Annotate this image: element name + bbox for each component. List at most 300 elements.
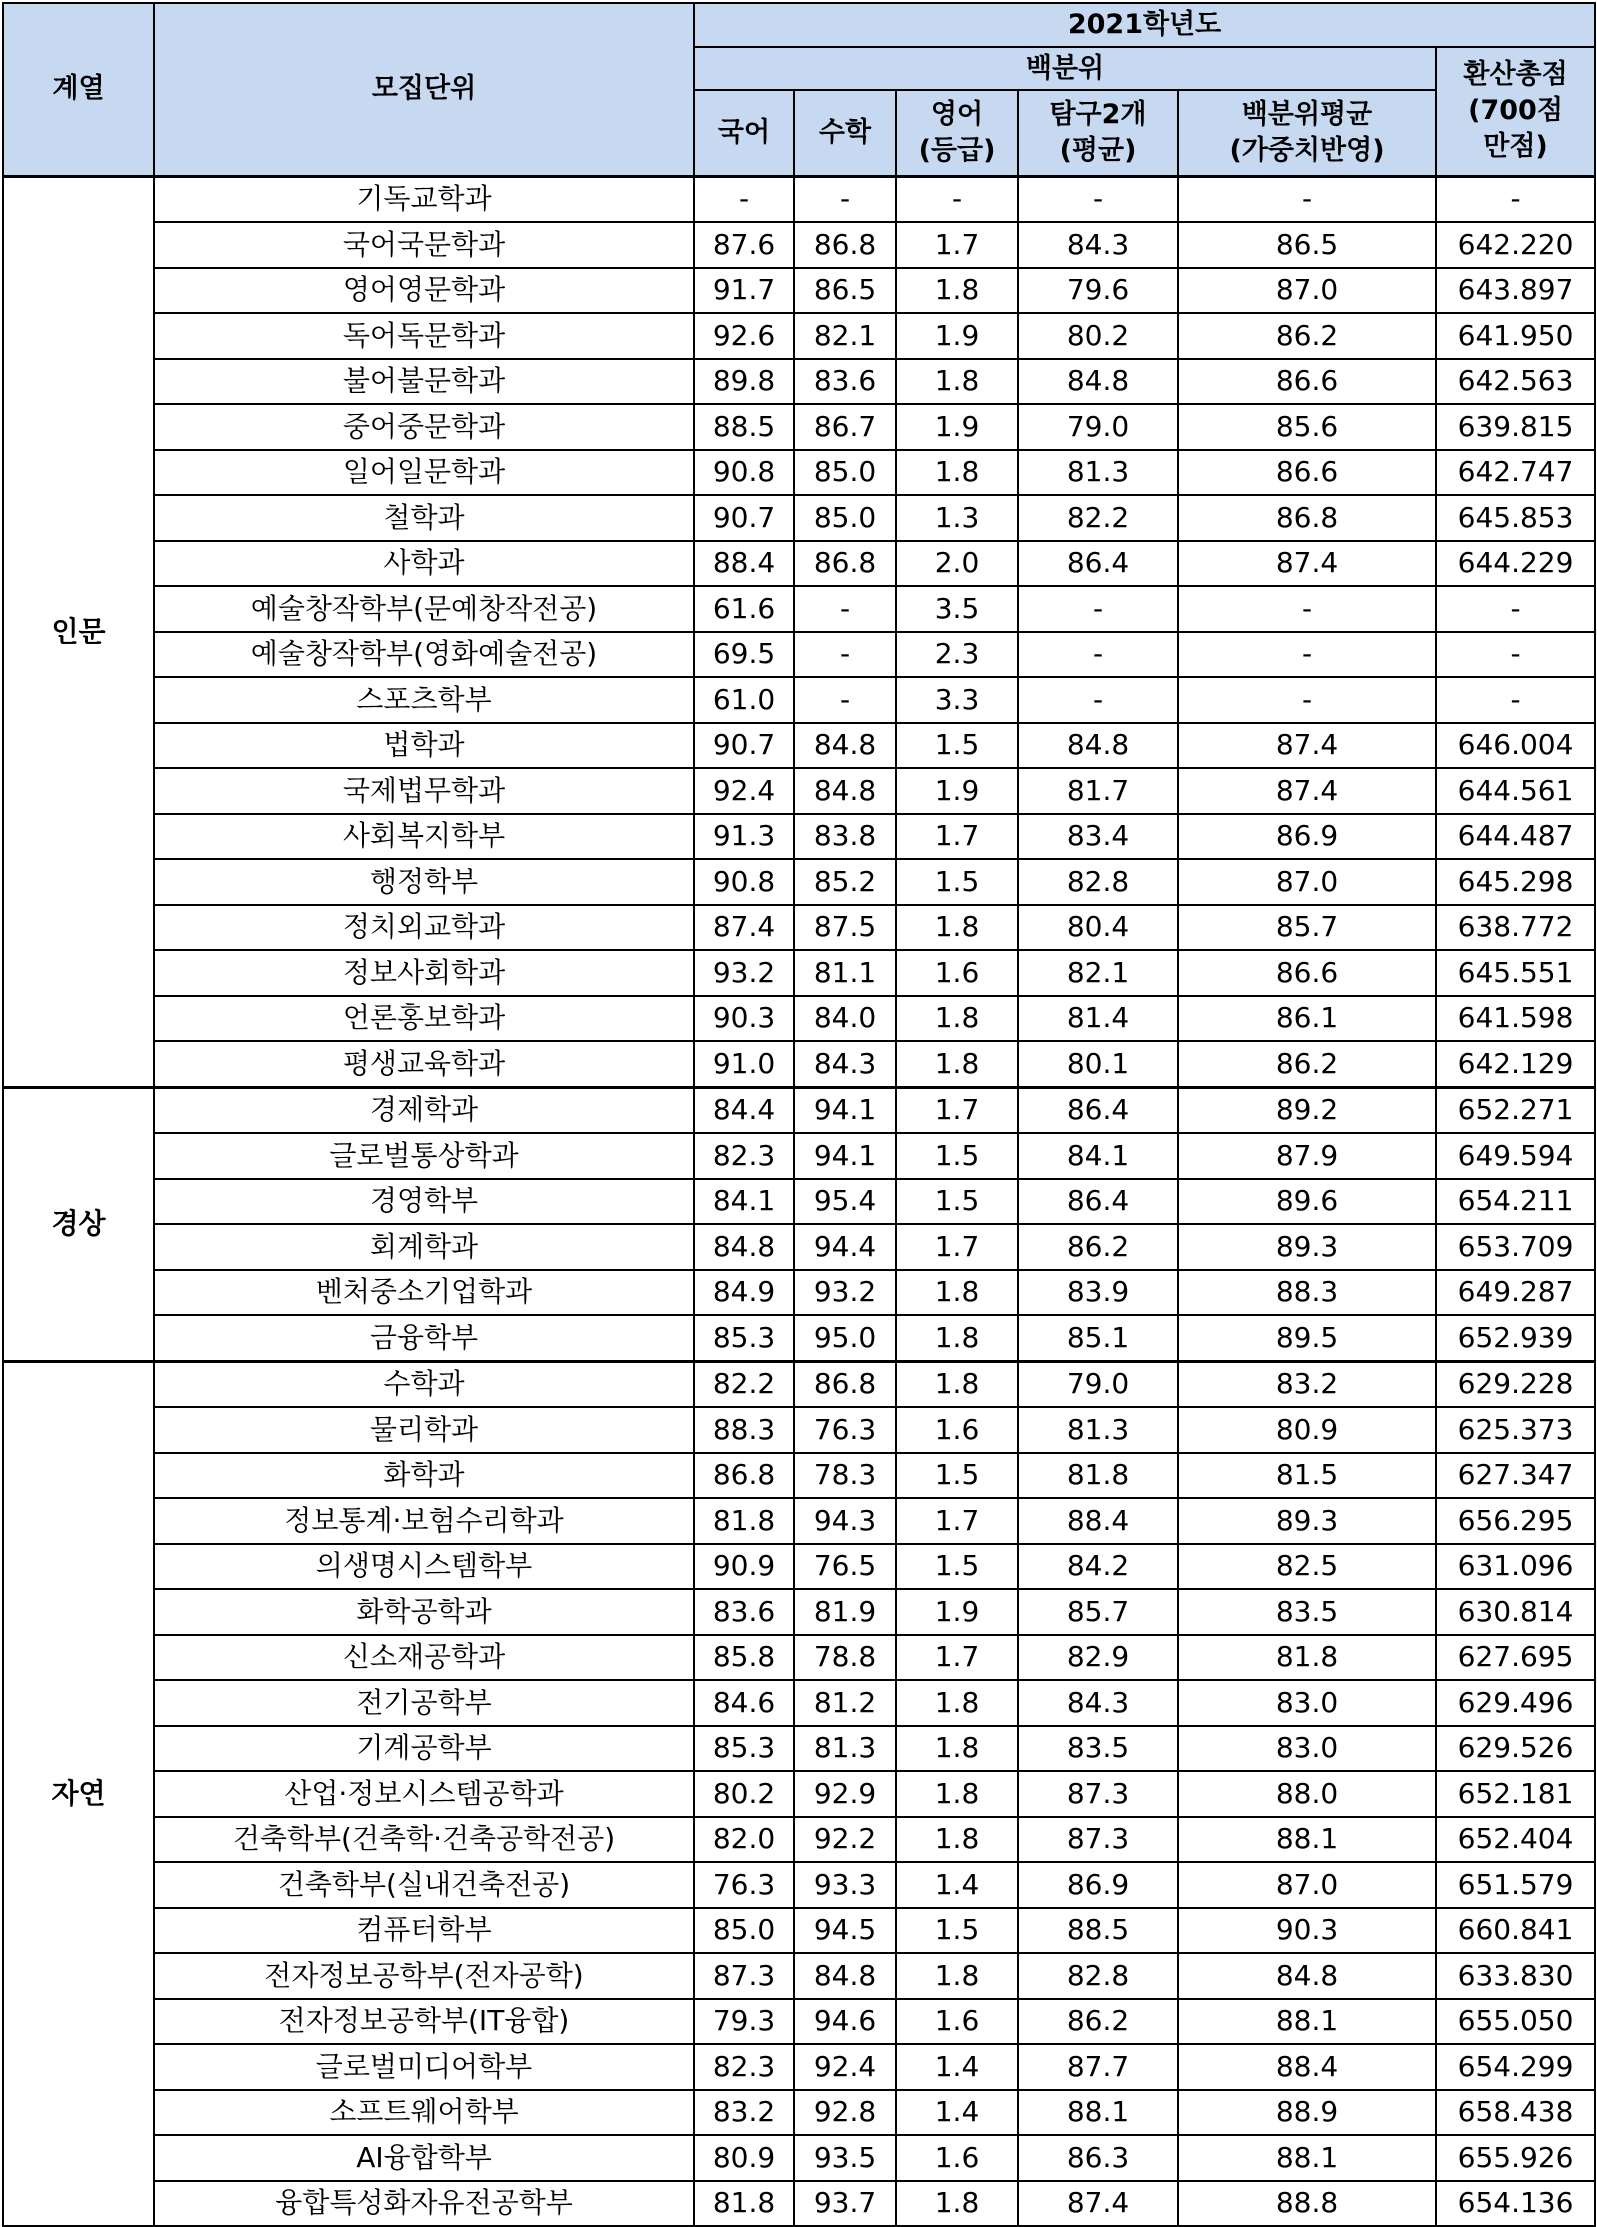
cell-math: 92.4	[794, 2044, 896, 2090]
cell-unit: 사학과	[154, 541, 694, 587]
cell-kor: 92.6	[694, 313, 794, 359]
table-row	[3, 404, 1595, 450]
cell-total: 649.287	[1436, 1270, 1595, 1316]
cell-total: 627.347	[1436, 1453, 1595, 1499]
cell-avg: 83.2	[1178, 1361, 1436, 1407]
cell-inq: 80.2	[1018, 313, 1178, 359]
cell-total: 642.129	[1436, 1041, 1595, 1087]
cell-eng: 1.5	[896, 1544, 1018, 1590]
table-row	[3, 1908, 1595, 1954]
cell-avg: 88.9	[1178, 2090, 1436, 2136]
table-row	[3, 313, 1595, 359]
header-avg-line2: (가중치반영)	[1229, 134, 1385, 166]
cell-eng: 1.6	[896, 2135, 1018, 2181]
cell-unit: 기계공학부	[154, 1726, 694, 1772]
cell-math: 82.1	[794, 313, 896, 359]
cell-total: 644.561	[1436, 768, 1595, 814]
cell-inq: 88.4	[1018, 1498, 1178, 1544]
cell-eng: 1.5	[896, 1179, 1018, 1225]
cell-total: 653.709	[1436, 1224, 1595, 1270]
cell-eng: -	[896, 176, 1018, 222]
cell-avg: 81.8	[1178, 1635, 1436, 1681]
table-row	[3, 1498, 1595, 1544]
cell-inq: 86.4	[1018, 1179, 1178, 1225]
cell-math: 85.2	[794, 859, 896, 905]
cell-avg: 86.6	[1178, 359, 1436, 405]
table-body	[3, 176, 1595, 2226]
cell-math: 94.1	[794, 1087, 896, 1133]
cell-eng: 1.7	[896, 814, 1018, 860]
cell-math: 81.3	[794, 1726, 896, 1772]
cell-total: 644.487	[1436, 814, 1595, 860]
cell-kor: 82.3	[694, 1133, 794, 1179]
cell-avg: 87.0	[1178, 1862, 1436, 1908]
cell-unit: 컴퓨터학부	[154, 1908, 694, 1954]
cell-total: 643.897	[1436, 268, 1595, 314]
cell-math: 84.8	[794, 768, 896, 814]
cell-inq: 83.9	[1018, 1270, 1178, 1316]
cell-unit: 영어영문학과	[154, 268, 694, 314]
cell-eng: 1.8	[896, 1041, 1018, 1087]
cell-kor: 85.3	[694, 1315, 794, 1361]
table-row	[3, 1817, 1595, 1863]
cell-kor: 90.9	[694, 1544, 794, 1590]
cell-kor: 87.3	[694, 1953, 794, 1999]
cell-kor: 83.2	[694, 2090, 794, 2136]
cell-inq: 80.1	[1018, 1041, 1178, 1087]
cell-kor: 87.4	[694, 905, 794, 951]
cell-inq: -	[1018, 586, 1178, 632]
cell-unit: 정보사회학과	[154, 950, 694, 996]
cell-unit: 스포츠학부	[154, 677, 694, 723]
table-row	[3, 1407, 1595, 1453]
header-math: 수학	[794, 90, 896, 176]
cell-inq: 86.4	[1018, 541, 1178, 587]
cell-unit: 경제학과	[154, 1087, 694, 1133]
cell-total: -	[1436, 632, 1595, 678]
table-row	[3, 1862, 1595, 1908]
cell-eng: 1.8	[896, 1726, 1018, 1772]
cell-unit: 물리학과	[154, 1407, 694, 1453]
cell-unit: 글로벌통상학과	[154, 1133, 694, 1179]
cell-math: 95.4	[794, 1179, 896, 1225]
cell-total: 642.220	[1436, 222, 1595, 268]
cell-kor: 84.1	[694, 1179, 794, 1225]
cell-total: 627.695	[1436, 1635, 1595, 1681]
cell-avg: 88.1	[1178, 1817, 1436, 1863]
cell-avg: 86.2	[1178, 313, 1436, 359]
table-row	[3, 1999, 1595, 2045]
cell-total: 652.181	[1436, 1771, 1595, 1817]
cell-math: 76.3	[794, 1407, 896, 1453]
cell-avg: -	[1178, 632, 1436, 678]
cell-kor: -	[694, 176, 794, 222]
cell-eng: 1.7	[896, 222, 1018, 268]
cell-inq: 87.3	[1018, 1771, 1178, 1817]
cell-unit: 화학공학과	[154, 1589, 694, 1635]
cell-avg: 84.8	[1178, 1953, 1436, 1999]
cell-total: 646.004	[1436, 723, 1595, 769]
cell-eng: 2.3	[896, 632, 1018, 678]
table-row	[3, 768, 1595, 814]
cell-inq: 86.9	[1018, 1862, 1178, 1908]
cell-eng: 1.7	[896, 1635, 1018, 1681]
cell-avg: 86.6	[1178, 450, 1436, 496]
header-total	[1436, 47, 1595, 176]
table-row	[3, 1361, 1595, 1407]
table-row	[3, 950, 1595, 996]
header-kor: 국어	[694, 90, 794, 176]
cell-kor: 61.6	[694, 586, 794, 632]
cell-unit: 독어독문학과	[154, 313, 694, 359]
cell-unit: 사회복지학부	[154, 814, 694, 860]
table-row	[3, 1589, 1595, 1635]
cell-inq: 86.4	[1018, 1087, 1178, 1133]
cell-eng: 1.6	[896, 950, 1018, 996]
cell-math: 95.0	[794, 1315, 896, 1361]
cell-inq: 82.1	[1018, 950, 1178, 996]
cell-kor: 80.2	[694, 1771, 794, 1817]
cell-math: 78.3	[794, 1453, 896, 1499]
cell-total: 629.526	[1436, 1726, 1595, 1772]
cell-avg: 86.1	[1178, 996, 1436, 1042]
cell-avg: 89.2	[1178, 1087, 1436, 1133]
cell-kor: 79.3	[694, 1999, 794, 2045]
cell-eng: 1.8	[896, 450, 1018, 496]
cell-kor: 93.2	[694, 950, 794, 996]
cell-math: 81.1	[794, 950, 896, 996]
cell-unit: 법학과	[154, 723, 694, 769]
cell-kor: 90.8	[694, 450, 794, 496]
cell-eng: 1.4	[896, 2090, 1018, 2136]
cell-unit: 전자정보공학부(전자공학)	[154, 1953, 694, 1999]
table-row	[3, 1953, 1595, 1999]
cell-inq: 81.7	[1018, 768, 1178, 814]
table-row	[3, 495, 1595, 541]
cell-unit: 언론홍보학과	[154, 996, 694, 1042]
cell-math: 85.0	[794, 495, 896, 541]
cell-kor: 86.8	[694, 1453, 794, 1499]
cell-avg: 88.1	[1178, 1999, 1436, 2045]
cell-avg: 89.3	[1178, 1498, 1436, 1544]
header-inq-line2: (평균)	[1059, 134, 1137, 166]
cell-inq: 84.8	[1018, 359, 1178, 405]
cell-kor: 80.9	[694, 2135, 794, 2181]
cell-kor: 88.4	[694, 541, 794, 587]
cell-kor: 85.8	[694, 1635, 794, 1681]
cell-avg: 80.9	[1178, 1407, 1436, 1453]
table-row	[3, 1315, 1595, 1361]
cell-kor: 90.8	[694, 859, 794, 905]
cell-total: 641.598	[1436, 996, 1595, 1042]
table-row	[3, 1041, 1595, 1087]
cell-avg: 83.0	[1178, 1680, 1436, 1726]
cell-total: 639.815	[1436, 404, 1595, 450]
cell-kor: 76.3	[694, 1862, 794, 1908]
cell-inq: 88.1	[1018, 2090, 1178, 2136]
cell-unit: 의생명시스템학부	[154, 1544, 694, 1590]
cell-math: 76.5	[794, 1544, 896, 1590]
cell-math: 86.8	[794, 541, 896, 587]
cell-unit: 금융학부	[154, 1315, 694, 1361]
cell-inq: 81.3	[1018, 1407, 1178, 1453]
cell-avg: 87.9	[1178, 1133, 1436, 1179]
cell-total: 652.271	[1436, 1087, 1595, 1133]
cell-inq: -	[1018, 677, 1178, 723]
cell-kor: 91.3	[694, 814, 794, 860]
cell-kor: 89.8	[694, 359, 794, 405]
table-row	[3, 677, 1595, 723]
cell-inq: 86.3	[1018, 2135, 1178, 2181]
cell-math: 86.5	[794, 268, 896, 314]
cell-unit: 중어중문학과	[154, 404, 694, 450]
cell-math: -	[794, 176, 896, 222]
header-eng	[896, 90, 1018, 176]
cell-kor: 82.3	[694, 2044, 794, 2090]
cell-math: 93.5	[794, 2135, 896, 2181]
table-row	[3, 1680, 1595, 1726]
cell-avg: 82.5	[1178, 1544, 1436, 1590]
cell-total: 645.853	[1436, 495, 1595, 541]
cell-inq: 82.2	[1018, 495, 1178, 541]
cell-kor: 85.0	[694, 1908, 794, 1954]
cell-kor: 90.7	[694, 495, 794, 541]
cell-eng: 1.6	[896, 1999, 1018, 2045]
cell-eng: 1.6	[896, 1407, 1018, 1453]
cell-unit: 수학과	[154, 1361, 694, 1407]
cell-avg: 86.9	[1178, 814, 1436, 860]
cell-eng: 1.9	[896, 1589, 1018, 1635]
cell-inq: 82.9	[1018, 1635, 1178, 1681]
table-row	[3, 1224, 1595, 1270]
cell-inq: 79.0	[1018, 404, 1178, 450]
cell-math: 92.8	[794, 2090, 896, 2136]
cell-kor: 82.2	[694, 1361, 794, 1407]
cell-unit: 정치외교학과	[154, 905, 694, 951]
table-row	[3, 723, 1595, 769]
cell-eng: 1.8	[896, 268, 1018, 314]
cell-unit: 회계학과	[154, 1224, 694, 1270]
table-row	[3, 2181, 1595, 2227]
header-eng-line2: (등급)	[918, 134, 996, 166]
header-percentile: 백분위	[694, 47, 1436, 90]
cell-math: 81.2	[794, 1680, 896, 1726]
header-year: 2021학년도	[694, 3, 1595, 47]
cell-eng: 1.7	[896, 1224, 1018, 1270]
cell-math: 94.6	[794, 1999, 896, 2045]
cell-total: 631.096	[1436, 1544, 1595, 1590]
cell-math: 81.9	[794, 1589, 896, 1635]
cell-kor: 90.7	[694, 723, 794, 769]
cell-eng: 1.8	[896, 359, 1018, 405]
cell-eng: 1.8	[896, 1270, 1018, 1316]
header-inq	[1018, 90, 1178, 176]
cell-total: 654.299	[1436, 2044, 1595, 2090]
cell-unit: 소프트웨어학부	[154, 2090, 694, 2136]
cell-avg: 87.4	[1178, 723, 1436, 769]
table-row	[3, 268, 1595, 314]
cell-math: 94.3	[794, 1498, 896, 1544]
cell-inq: 84.1	[1018, 1133, 1178, 1179]
cell-eng: 1.4	[896, 1862, 1018, 1908]
cell-avg: 89.5	[1178, 1315, 1436, 1361]
cell-avg: 87.4	[1178, 541, 1436, 587]
cell-avg: 90.3	[1178, 1908, 1436, 1954]
cell-inq: 83.5	[1018, 1726, 1178, 1772]
cell-kor: 84.6	[694, 1680, 794, 1726]
cell-math: 84.8	[794, 723, 896, 769]
cell-kor: 92.4	[694, 768, 794, 814]
cell-total: 654.211	[1436, 1179, 1595, 1225]
cell-math: 93.3	[794, 1862, 896, 1908]
cell-kor: 87.6	[694, 222, 794, 268]
cell-avg: 88.4	[1178, 2044, 1436, 2090]
table-row	[3, 586, 1595, 632]
cell-eng: 1.9	[896, 404, 1018, 450]
cell-eng: 1.8	[896, 1680, 1018, 1726]
cell-unit: 건축학부(건축학·건축공학전공)	[154, 1817, 694, 1863]
cell-kor: 91.0	[694, 1041, 794, 1087]
cell-inq: 81.8	[1018, 1453, 1178, 1499]
cell-math: 83.8	[794, 814, 896, 860]
cell-unit: 평생교육학과	[154, 1041, 694, 1087]
cell-inq: 82.8	[1018, 859, 1178, 905]
cell-kor: 69.5	[694, 632, 794, 678]
cell-total: 660.841	[1436, 1908, 1595, 1954]
cell-unit: AI융합학부	[154, 2135, 694, 2181]
cell-inq: 84.3	[1018, 1680, 1178, 1726]
table-row	[3, 176, 1595, 222]
table-row	[3, 2090, 1595, 2136]
cell-inq: 81.4	[1018, 996, 1178, 1042]
cell-kor: 90.3	[694, 996, 794, 1042]
cell-unit: 기독교학과	[154, 176, 694, 222]
cell-kor: 91.7	[694, 268, 794, 314]
cell-math: 86.7	[794, 404, 896, 450]
cell-total: -	[1436, 677, 1595, 723]
cell-eng: 1.8	[896, 2181, 1018, 2227]
table-row	[3, 2044, 1595, 2090]
table-row	[3, 632, 1595, 678]
cell-unit: 건축학부(실내건축전공)	[154, 1862, 694, 1908]
table-row	[3, 905, 1595, 951]
cell-total: 641.950	[1436, 313, 1595, 359]
table-row	[3, 359, 1595, 405]
cell-total: 638.772	[1436, 905, 1595, 951]
cell-avg: 86.2	[1178, 1041, 1436, 1087]
admission-results-table	[2, 2, 1596, 2227]
table-row	[3, 222, 1595, 268]
cell-kor: 88.5	[694, 404, 794, 450]
cell-avg: -	[1178, 677, 1436, 723]
cell-kor: 84.9	[694, 1270, 794, 1316]
cell-inq: 80.4	[1018, 905, 1178, 951]
cell-total: -	[1436, 176, 1595, 222]
cell-total: 658.438	[1436, 2090, 1595, 2136]
cell-eng: 1.3	[896, 495, 1018, 541]
cell-math: 78.8	[794, 1635, 896, 1681]
cell-math: 84.3	[794, 1041, 896, 1087]
cell-math: 94.5	[794, 1908, 896, 1954]
cell-kor: 82.0	[694, 1817, 794, 1863]
cell-unit: 경영학부	[154, 1179, 694, 1225]
cell-unit: 산업·정보시스템공학과	[154, 1771, 694, 1817]
cell-eng: 1.9	[896, 768, 1018, 814]
table-row	[3, 1133, 1595, 1179]
cell-avg: 87.0	[1178, 268, 1436, 314]
group-cell: 인문	[3, 176, 154, 1087]
cell-kor: 84.4	[694, 1087, 794, 1133]
cell-total: 655.926	[1436, 2135, 1595, 2181]
cell-avg: -	[1178, 586, 1436, 632]
cell-inq: 83.4	[1018, 814, 1178, 860]
cell-inq: 87.7	[1018, 2044, 1178, 2090]
cell-math: 94.1	[794, 1133, 896, 1179]
cell-math: 93.2	[794, 1270, 896, 1316]
cell-kor: 81.8	[694, 1498, 794, 1544]
cell-total: 645.298	[1436, 859, 1595, 905]
group-cell: 경상	[3, 1087, 154, 1361]
cell-inq: 82.8	[1018, 1953, 1178, 1999]
cell-eng: 1.8	[896, 905, 1018, 951]
cell-unit: 정보통계·보험수리학과	[154, 1498, 694, 1544]
cell-inq: 81.3	[1018, 450, 1178, 496]
cell-unit: 화학과	[154, 1453, 694, 1499]
table-row	[3, 541, 1595, 587]
table-row	[3, 1453, 1595, 1499]
cell-unit: 신소재공학과	[154, 1635, 694, 1681]
cell-unit: 불어불문학과	[154, 359, 694, 405]
cell-kor: 84.8	[694, 1224, 794, 1270]
cell-math: 86.8	[794, 222, 896, 268]
cell-eng: 3.3	[896, 677, 1018, 723]
table-row	[3, 1544, 1595, 1590]
group-cell: 자연	[3, 1361, 154, 2226]
header-total-line2: (700점	[1468, 95, 1563, 127]
cell-math: 93.7	[794, 2181, 896, 2227]
cell-unit: 행정학부	[154, 859, 694, 905]
cell-kor: 81.8	[694, 2181, 794, 2227]
cell-eng: 1.5	[896, 859, 1018, 905]
table-row	[3, 1087, 1595, 1133]
cell-total: 625.373	[1436, 1407, 1595, 1453]
cell-kor: 83.6	[694, 1589, 794, 1635]
cell-unit: 일어일문학과	[154, 450, 694, 496]
cell-inq: 86.2	[1018, 1999, 1178, 2045]
table-row	[3, 1771, 1595, 1817]
cell-avg: 89.3	[1178, 1224, 1436, 1270]
cell-unit: 예술창작학부(영화예술전공)	[154, 632, 694, 678]
cell-eng: 1.8	[896, 1771, 1018, 1817]
cell-avg: 88.3	[1178, 1270, 1436, 1316]
cell-total: 629.228	[1436, 1361, 1595, 1407]
cell-total: 649.594	[1436, 1133, 1595, 1179]
cell-eng: 1.8	[896, 996, 1018, 1042]
cell-avg: 87.0	[1178, 859, 1436, 905]
cell-avg: 87.4	[1178, 768, 1436, 814]
cell-total: -	[1436, 586, 1595, 632]
cell-avg: 85.6	[1178, 404, 1436, 450]
table-row	[3, 1726, 1595, 1772]
cell-inq: 85.1	[1018, 1315, 1178, 1361]
cell-eng: 2.0	[896, 541, 1018, 587]
cell-inq: 87.4	[1018, 2181, 1178, 2227]
cell-total: 644.229	[1436, 541, 1595, 587]
cell-math: -	[794, 586, 896, 632]
cell-eng: 1.5	[896, 723, 1018, 769]
cell-avg: 88.8	[1178, 2181, 1436, 2227]
cell-math: 92.2	[794, 1817, 896, 1863]
